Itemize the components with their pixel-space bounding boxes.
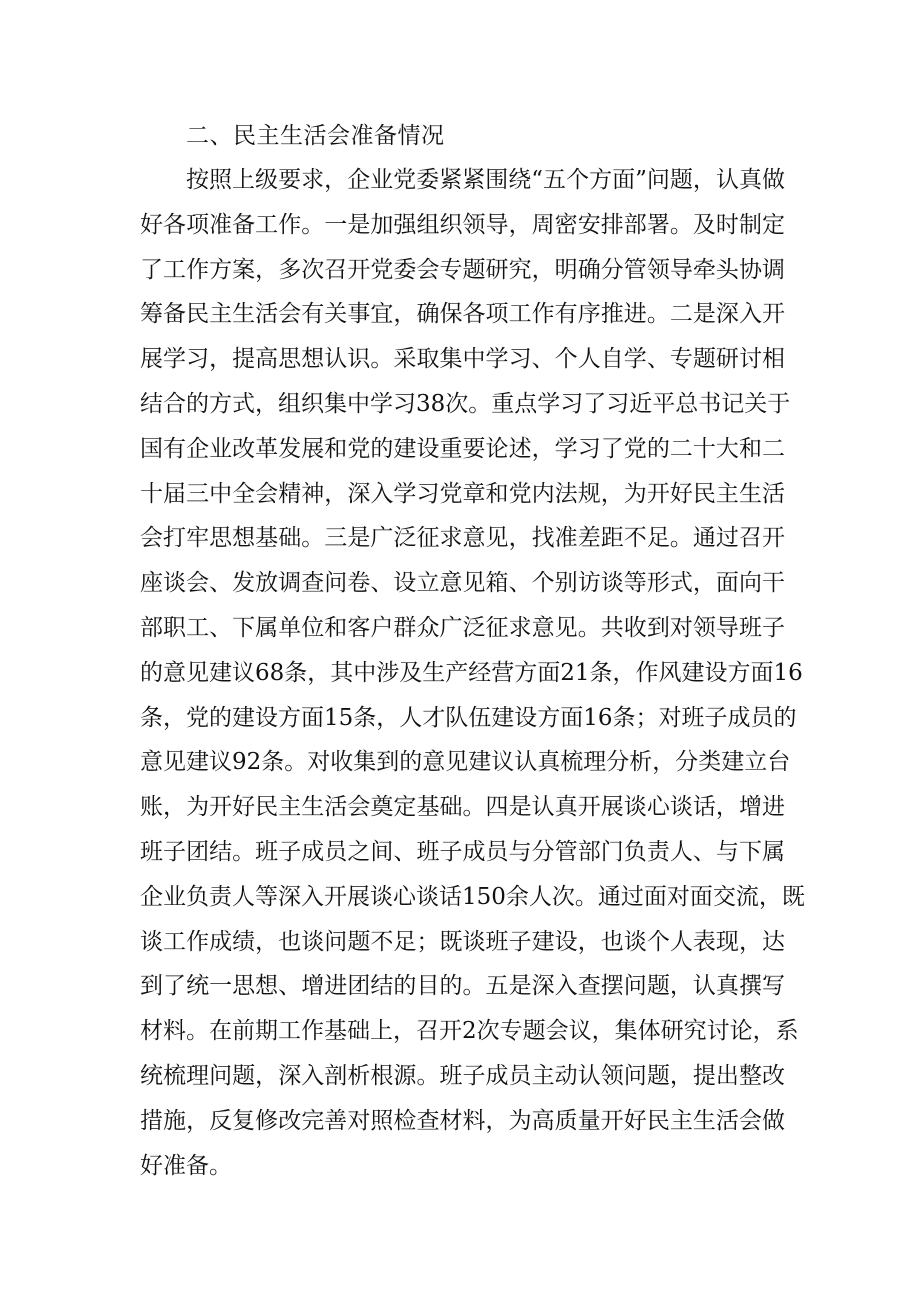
paragraph-line: 企业负责人等深入开展谈心谈话150余人次。通过面对面交流，既 [140,883,805,910]
document-body [140,114,805,1188]
paragraph-line: 国有企业改革发展和党的建设重要论述，学习了党的二十大和二 [140,435,785,462]
paragraph-line: 的意见建议68条，其中涉及生产经营方面21条，作风建设方面16 [140,659,803,686]
paragraph-line: 条，党的建设方面15条，人才队伍建设方面16条；对班子成员的 [140,704,797,731]
paragraph-line: 部职工、下属单位和客户群众广泛征求意见。共收到对领导班子 [140,614,785,641]
section-heading: 二、民主生活会准备情况 [186,123,445,149]
paragraph-line: 座谈会、发放调查问卷、设立意见箱、个别访谈等形式，面向干 [140,570,785,597]
paragraph-line: 统梳理问题，深入剖析根源。班子成员主动认领问题，提出整改 [140,1062,785,1089]
paragraph-line: 展学习，提高思想认识。采取集中学习、个人自学、专题研讨相 [140,346,785,373]
body-paragraph [140,158,805,1188]
paragraph-line: 账，为开好民主生活会奠定基础。四是认真开展谈心谈话，增进 [140,794,785,821]
paragraph-line: 谈工作成绩，也谈问题不足；既谈班子建设，也谈个人表现，达 [140,928,785,955]
paragraph-line: 到了统一思想、增进团结的目的。五是深入查摆问题，认真撰写 [140,973,785,1000]
paragraph-line: 结合的方式，组织集中学习38次。重点学习了习近平总书记关于 [140,390,791,417]
paragraph-line: 意见建议92条。对收集到的意见建议认真梳理分析，分类建立台 [140,749,791,776]
paragraph-line: 材料。在前期工作基础上，召开2次专题会议，集体研究讨论，系 [140,1018,799,1045]
paragraph-line: 班子团结。班子成员之间、班子成员与分管部门负责人、与下属 [140,838,785,865]
paragraph-line: 按照上级要求，企业党委紧紧围绕“五个方面”问题，认真做 [186,167,785,193]
paragraph-line: 会打牢思想基础。三是广泛征求意见，找准差距不足。通过召开 [140,525,785,552]
paragraph-line: 好各项准备工作。一是加强组织领导，周密安排部署。及时制定 [140,211,785,238]
paragraph-line: 好准备。 [140,1152,232,1179]
paragraph-line: 筹备民主生活会有关事宜，确保各项工作有序推进。二是深入开 [140,301,785,328]
paragraph-line: 了工作方案，多次召开党委会专题研究，明确分管领导牵头协调 [140,256,785,283]
paragraph-line: 措施，反复修改完善对照检查材料，为高质量开好民主生活会做 [140,1107,785,1134]
paragraph-line: 十届三中全会精神，深入学习党章和党内法规，为开好民主生活 [140,480,785,507]
